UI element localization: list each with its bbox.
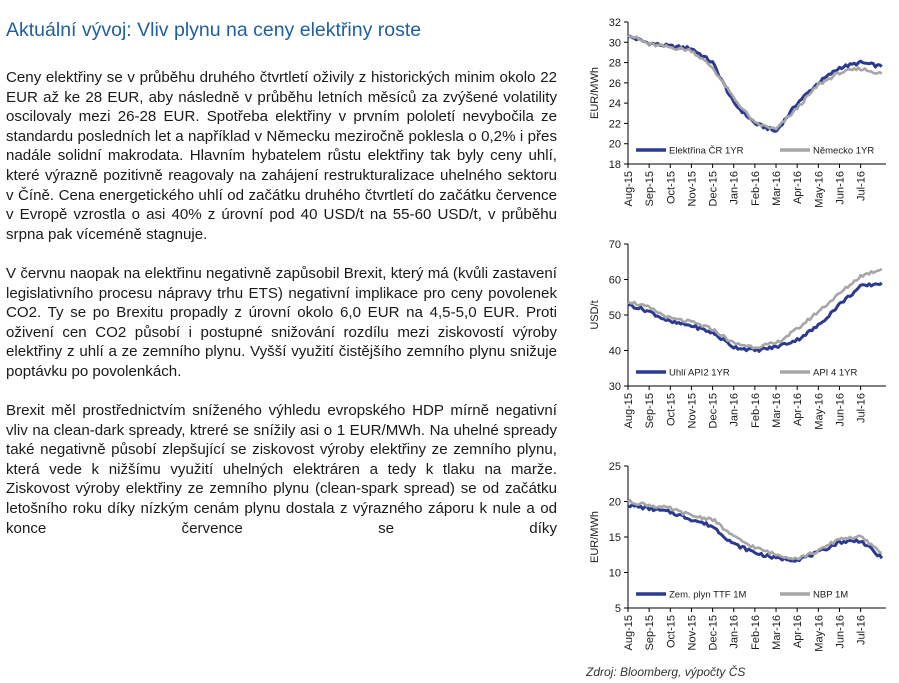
y-tick-label: 60 <box>608 274 621 287</box>
paragraph: Ceny elektřiny se v průběhu druhého čtvrtletí oživily z historických minim okolo 22 EUR až ke 28 EUR, aby následně v průběhu letních měsíců za zvýšené volatility oscilovaly mezi 26-28 EUR. Spotřeba elektřiny v prvním pololetí nevybočila ze standardu posledních let a například v Německu meziročně poklesla o 0,2% i přes nadále solidní makrodata. Hlavním hybatelem růstu elektřiny tak byly ceny uhlí, které výrazně pozitivně reagovaly na zahájení restrukturalizace uhelného sektoru v Číně. Cena energetického uhlí od začátku druhého čtvrtletí do začátku července v Evropě vzrostla o asi 40% z úrovní pod 40 USD/t na 55-60 USD/t, v průběhu srpna pak víceméně stagnuje. <box>6 69 557 243</box>
y-tick-label: 20 <box>608 496 621 509</box>
x-tick-label: Dec-15 <box>707 393 720 429</box>
x-tick-label: Sep-15 <box>644 393 657 429</box>
x-tick-label: May-16 <box>813 393 826 430</box>
y-axis-label: EUR/MWh <box>589 67 601 119</box>
y-axis-label: USD/t <box>589 300 601 330</box>
chart-coal <box>580 230 896 448</box>
x-tick-label: Aug-15 <box>623 171 635 207</box>
x-tick-label: Jan-16 <box>728 615 741 649</box>
y-tick-label: 18 <box>608 159 621 171</box>
x-tick-label: Aug-15 <box>623 615 635 651</box>
y-tick-label: 15 <box>608 532 621 544</box>
y-tick-label: 25 <box>608 461 621 473</box>
legend-label: Uhlí API2 1YR <box>669 367 730 379</box>
y-tick-label: 30 <box>608 381 621 393</box>
y-tick-label: 32 <box>608 17 621 29</box>
chart-gas <box>580 452 896 670</box>
y-tick-label: 26 <box>608 77 621 90</box>
x-tick-label: May-16 <box>813 171 826 208</box>
y-axis-label: EUR/MWh <box>589 511 601 563</box>
x-tick-label: Apr-16 <box>792 171 805 205</box>
x-tick-label: Jun-16 <box>834 393 847 427</box>
legend-label: Elektřina ČR 1YR <box>669 145 744 157</box>
y-tick-label: 50 <box>608 310 621 322</box>
x-tick-label: Jan-16 <box>728 171 741 205</box>
y-tick-label: 20 <box>608 138 621 151</box>
x-tick-label: Jan-16 <box>728 393 741 427</box>
x-tick-label: Jul-16 <box>855 393 868 423</box>
x-tick-label: Jul-16 <box>855 615 868 645</box>
y-tick-label: 22 <box>608 118 621 131</box>
legend-label: Zem. plyn TTF 1M <box>669 589 747 601</box>
paragraph: Brexit měl prostřednictvím sníženého výhledu evropského HDP mírně negativní vliv na clean-dark spready, ktreré se snížily asi o 1 EUR/MWh. Na uhelné spready také negativně působí zlepšující se ziskovost výroby elektřiny ze zemního plynu, která vede k nižšímu využití uhelných elektráren a tedy k tlaku na marže. Ziskovost výroby elektřiny ze zemního plynu (clean-spark spread) se od začátku letošního roku díky nízkým cenám plynu dostala z výrazného záporu k nule a od konce července se díky <box>6 402 557 537</box>
legend-label: Německo 1YR <box>813 145 875 157</box>
x-tick-label: Oct-15 <box>665 393 678 427</box>
x-tick-label: Mar-16 <box>771 393 784 428</box>
x-tick-label: Sep-15 <box>644 615 657 651</box>
x-tick-label: Jun-16 <box>834 615 847 649</box>
y-tick-label: 5 <box>614 603 621 615</box>
x-tick-label: Aug-15 <box>623 393 635 429</box>
chart-electricity <box>580 8 896 226</box>
article-body <box>6 68 557 558</box>
y-tick-label: 10 <box>608 567 621 580</box>
series-line-1 <box>628 36 882 129</box>
x-tick-label: Dec-15 <box>707 615 720 651</box>
legend-label: API 4 1YR <box>813 367 858 379</box>
series-line-1 <box>628 500 882 559</box>
x-tick-label: Nov-15 <box>686 171 699 207</box>
x-tick-label: Feb-16 <box>749 393 762 428</box>
series-line-1 <box>628 269 882 348</box>
series-line-0 <box>628 36 882 131</box>
article-title: Aktuální vývoj: Vliv plynu na ceny elektřiny roste <box>6 19 422 41</box>
x-tick-label: Jul-16 <box>855 171 868 201</box>
x-tick-label: Nov-15 <box>686 393 699 429</box>
x-tick-label: Oct-15 <box>665 171 678 205</box>
charts-column <box>580 8 896 656</box>
series-line-0 <box>628 504 882 561</box>
y-tick-label: 28 <box>608 57 621 70</box>
x-tick-label: May-16 <box>813 615 826 652</box>
x-tick-label: Feb-16 <box>749 171 762 206</box>
source-note: Zdroj: Bloomberg, výpočty ČS <box>586 665 746 679</box>
legend-label: NBP 1M <box>813 589 849 601</box>
y-tick-label: 30 <box>608 37 621 50</box>
x-tick-label: Nov-15 <box>686 615 699 651</box>
x-tick-label: Sep-15 <box>644 171 657 207</box>
x-tick-label: Jun-16 <box>834 171 847 205</box>
x-tick-label: Apr-16 <box>792 393 805 427</box>
y-tick-label: 70 <box>608 239 621 251</box>
x-tick-label: Dec-15 <box>707 171 720 207</box>
x-tick-label: Mar-16 <box>771 615 784 650</box>
x-tick-label: Apr-16 <box>792 615 805 649</box>
x-tick-label: Oct-15 <box>665 615 678 649</box>
y-tick-label: 24 <box>608 98 621 111</box>
x-tick-label: Mar-16 <box>771 171 784 206</box>
y-tick-label: 40 <box>608 345 621 358</box>
x-tick-label: Feb-16 <box>749 615 762 650</box>
paragraph: V červnu naopak na elektřinu negativně zapůsobil Brexit, který má (kvůli zastavení legislativního procesu nápravy trhu ETS) negativní implikace pro ceny povolenek CO2. Ty se po Brexitu propadly z úrovní okolo 6,0 EUR na 4,5-5,0 EUR. Proti oživení cen CO2 působí i postupné snižování rozdílu mezi ziskovostí výroby elektřiny z uhlí a ze zemního plynu. Vyšší využití čistějšího zemního plynu snižuje poptávku po povolenkách. <box>6 264 557 380</box>
